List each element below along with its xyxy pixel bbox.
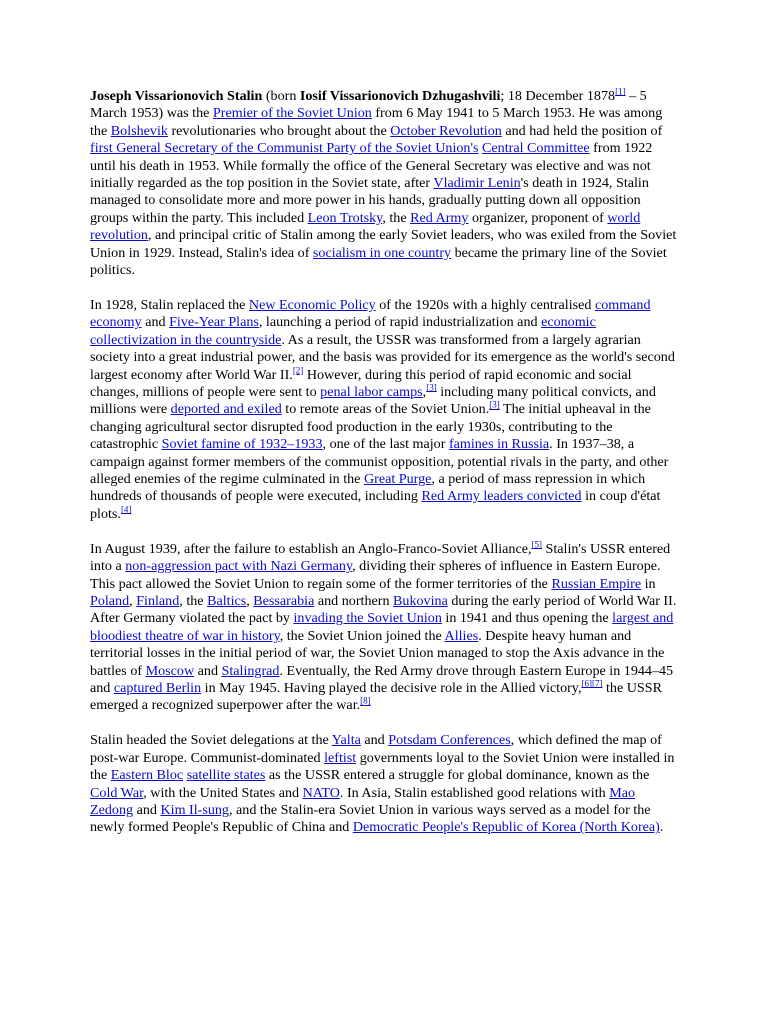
link-leon-trotsky[interactable]: Leon Trotsky bbox=[307, 209, 383, 226]
body-text: became the primary line of the Soviet politics. bbox=[90, 244, 667, 279]
link-vladimir-lenin[interactable]: Vladimir Lenin bbox=[433, 175, 521, 192]
link-famines-in-russia[interactable]: famines in Russia bbox=[448, 436, 550, 453]
link-red-army-leaders-convicted[interactable]: Red Army leaders convicted bbox=[421, 488, 582, 505]
link-captured-berlin[interactable]: captured Berlin bbox=[113, 680, 202, 696]
link-satellite-states[interactable]: satellite states bbox=[186, 767, 266, 784]
link-great-purge[interactable]: Great Purge bbox=[363, 471, 432, 488]
body-text: , which defined the map of post-war Europe. Communist-dominated bbox=[90, 732, 662, 766]
paragraph-world-war bbox=[90, 541, 680, 715]
citation-link[interactable]: [1] bbox=[615, 86, 626, 97]
body-text: as the USSR entered a struggle for global dominance, known as the bbox=[265, 767, 650, 784]
link-moscow[interactable]: Moscow bbox=[145, 662, 195, 679]
link-allies[interactable]: Allies bbox=[444, 627, 479, 644]
body-text: 's death in 1924, Stalin managed to consolidate more and more power in his hands, gradually putting down all opposition groups within the party. This included bbox=[90, 175, 649, 226]
citation-superscript bbox=[489, 400, 500, 410]
body-text: Stalin's USSR entered into a bbox=[90, 540, 671, 575]
link-russian-empire[interactable]: Russian Empire bbox=[551, 575, 642, 592]
citation-superscript bbox=[615, 86, 626, 96]
link-stalingrad[interactable]: Stalingrad bbox=[221, 662, 280, 679]
body-text: . Eventually, the Red Army drove through Eastern Europe in 1944–45 and bbox=[90, 662, 674, 696]
link-five-year-plans[interactable]: Five-Year Plans bbox=[169, 314, 259, 331]
link-largest-and-bloodiest-theatre-of-war-in-history[interactable]: largest and bloodiest theatre of war in history bbox=[90, 610, 674, 644]
paragraph-cold-war bbox=[90, 732, 680, 836]
body-text: in 1941 and thus opening the bbox=[441, 610, 613, 627]
body-text: the USSR emerged a recognized superpower after the war. bbox=[90, 680, 662, 714]
body-text: during the early period of World War II. After Germany violated the pact by bbox=[90, 592, 677, 627]
link-new-economic-policy[interactable]: New Economic Policy bbox=[248, 296, 376, 313]
body-text: and bbox=[194, 662, 222, 679]
link-deported-and-exiled[interactable]: deported and exiled bbox=[170, 401, 282, 418]
body-text: governments loyal to the Soviet Union were installed in the bbox=[90, 749, 675, 784]
body-text: – 5 March 1953) was the bbox=[90, 88, 647, 122]
article-body bbox=[90, 88, 680, 854]
link-penal-labor-camps[interactable]: penal labor camps bbox=[320, 384, 423, 400]
link-command-economy[interactable]: command economy bbox=[90, 296, 651, 331]
body-text: and bbox=[360, 732, 389, 749]
link-red-army[interactable]: Red Army bbox=[410, 209, 469, 226]
body-text: in coup d'état plots. bbox=[90, 488, 661, 522]
body-text: In 1928, Stalin replaced the bbox=[90, 296, 249, 313]
body-text: revolutionaries who brought about the bbox=[167, 122, 391, 139]
paragraph-intro bbox=[90, 88, 680, 279]
body-text: (born bbox=[262, 88, 300, 104]
link-poland[interactable]: Poland bbox=[90, 592, 130, 609]
body-text: However, during this period of rapid economic and social changes, millions of people were sent to bbox=[90, 366, 632, 400]
body-text: ; 18 December 1878 bbox=[500, 88, 616, 104]
body-text: , the bbox=[382, 209, 411, 226]
link-potsdam-conferences[interactable]: Potsdam Conferences bbox=[388, 732, 511, 749]
body-text: Stalin headed the Soviet delegations at the bbox=[90, 732, 332, 749]
link-economic-collectivization-in-the-countryside[interactable]: economic collectivization in the countryside bbox=[90, 314, 596, 348]
link-first-general-secretary-of-the-communist-party-of-the-soviet-union-s[interactable]: first General Secretary of the Communist Party of the Soviet Union's bbox=[90, 140, 479, 157]
link-nato[interactable]: NATO bbox=[302, 784, 340, 801]
link-mao-zedong[interactable]: Mao Zedong bbox=[90, 784, 636, 818]
link-soviet-famine-of-1932-1933[interactable]: Soviet famine of 1932–1933 bbox=[161, 436, 323, 453]
link-socialism-in-one-country[interactable]: socialism in one country bbox=[312, 244, 452, 261]
body-text: of the 1920s with a highly centralised bbox=[375, 296, 595, 313]
body-text: , with the United States and bbox=[143, 784, 303, 801]
body-text: . As a result, the USSR was transformed from a largely agrarian society into a great industrial power, and the basis was provided for its emergence as the world's second largest economy after World War II. bbox=[90, 331, 675, 383]
body-text: , dividing their spheres of influence in Eastern Europe. This pact allowed the Soviet Union to regain some of the former territories of the bbox=[90, 558, 661, 592]
body-text: , and principal critic of Stalin among the early Soviet leaders, who was exiled from the Soviet Union in 1929. Instead, Stalin's idea of bbox=[90, 227, 677, 261]
link-non-aggression-pact-with-nazi-germany[interactable]: non-aggression pact with Nazi Germany bbox=[125, 558, 353, 575]
citation-superscript bbox=[426, 382, 437, 392]
bold-name: Iosif Vissarionovich Dzhugashvili bbox=[299, 88, 501, 104]
link-october-revolution[interactable]: October Revolution bbox=[390, 122, 502, 139]
citation-link[interactable]: [3] bbox=[426, 382, 437, 393]
link-bessarabia[interactable]: Bessarabia bbox=[253, 592, 315, 609]
body-text: . Despite heavy human and territorial losses in the initial period of war, the Soviet Union managed to stop the Axis advance in the battles of bbox=[90, 627, 665, 679]
link-central-committee[interactable]: Central Committee bbox=[482, 140, 590, 157]
body-text: from 6 May 1941 to 5 March 1953. He was among the bbox=[90, 105, 663, 139]
body-text: , the bbox=[179, 592, 208, 609]
body-text: organizer, proponent of bbox=[468, 209, 608, 226]
bold-name: Joseph Vissarionovich Stalin bbox=[90, 88, 263, 104]
body-text: and had held the position of bbox=[501, 122, 663, 139]
link-cold-war[interactable]: Cold War bbox=[90, 784, 144, 801]
link-premier-of-the-soviet-union[interactable]: Premier of the Soviet Union bbox=[212, 105, 372, 122]
body-text: and northern bbox=[314, 592, 394, 609]
link-baltics[interactable]: Baltics bbox=[207, 592, 247, 609]
body-text: from 1922 until his death in 1953. While formally the office of the General Secretary was elective and was not initially regarded as the top position in the Soviet state, after bbox=[90, 140, 653, 192]
link-invading-the-soviet-union[interactable]: invading the Soviet Union bbox=[293, 610, 442, 627]
body-text: , bbox=[422, 384, 427, 400]
body-text: , launching a period of rapid industrialization and bbox=[258, 314, 542, 331]
link-bolshevik[interactable]: Bolshevik bbox=[110, 122, 168, 139]
citation-superscript bbox=[581, 678, 602, 688]
body-text: , a period of mass repression in which hundreds of thousands of people were executed, including bbox=[90, 471, 646, 505]
body-text: in bbox=[641, 575, 656, 592]
citation-link[interactable]: [6][7] bbox=[581, 678, 603, 689]
citation-superscript bbox=[532, 539, 543, 549]
body-text: to remote areas of the Soviet Union. bbox=[281, 401, 490, 418]
link-eastern-bloc[interactable]: Eastern Bloc bbox=[110, 767, 184, 784]
body-text: In August 1939, after the failure to establish an Anglo-Franco-Soviet Alliance, bbox=[90, 540, 532, 557]
citation-link[interactable]: [5] bbox=[531, 539, 543, 550]
citation-link[interactable]: [3] bbox=[489, 399, 500, 410]
body-text: . In 1937–38, a campaign against former members of the communist opposition, potential rivals in the party, and other alleged enemies of the regime culminated in the bbox=[90, 436, 669, 488]
body-text: , the Soviet Union joined the bbox=[279, 627, 445, 644]
citation-superscript bbox=[121, 504, 132, 514]
body-text: and bbox=[141, 314, 170, 331]
body-text: . In Asia, Stalin established good relations with bbox=[339, 784, 610, 801]
body-text: , bbox=[129, 592, 137, 609]
paragraph-industrialization bbox=[90, 297, 680, 523]
body-text: , one of the last major bbox=[322, 436, 449, 453]
body-text: , and the Stalin-era Soviet Union in various ways served as a model for the newly formed People's Republic of China and bbox=[90, 801, 651, 836]
body-text: in May 1945. Having played the decisive role in the Allied victory, bbox=[201, 680, 582, 696]
link-kim-il-sung[interactable]: Kim Il-sung bbox=[160, 801, 229, 818]
body-text: including many political convicts, and millions were bbox=[90, 384, 656, 418]
link-world-revolution[interactable]: world revolution bbox=[90, 209, 641, 244]
body-text: , bbox=[246, 592, 254, 609]
link-leftist[interactable]: leftist bbox=[324, 749, 357, 766]
link-yalta[interactable]: Yalta bbox=[331, 732, 361, 749]
citation-superscript bbox=[360, 696, 371, 706]
body-text: . bbox=[659, 819, 664, 836]
citation-superscript bbox=[293, 365, 304, 375]
link-bukovina[interactable]: Bukovina bbox=[393, 592, 448, 609]
citation-link[interactable]: [8] bbox=[360, 695, 371, 706]
link-democratic-people-s-republic-of-korea-north-korea[interactable]: Democratic People's Republic of Korea (North Korea) bbox=[352, 819, 660, 836]
link-finland[interactable]: Finland bbox=[136, 592, 180, 609]
body-text: and bbox=[133, 801, 161, 818]
body-text: The initial upheaval in the changing agricultural sector disrupted food production in the early 1930s, contributing to the catastrophic bbox=[90, 401, 651, 453]
citation-link[interactable]: [2] bbox=[292, 364, 304, 375]
citation-link[interactable]: [4] bbox=[120, 504, 132, 515]
